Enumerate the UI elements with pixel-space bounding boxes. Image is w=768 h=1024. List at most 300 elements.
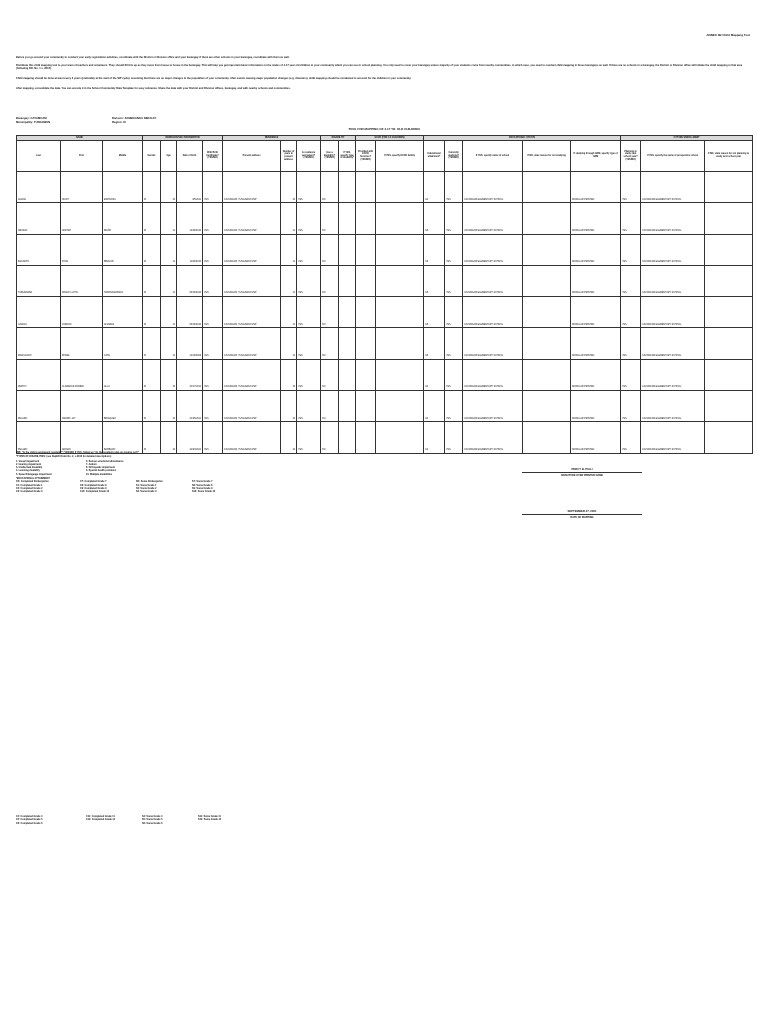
table-cell: G4 [424, 172, 445, 203]
table-row [17, 422, 753, 453]
table-row [17, 265, 753, 296]
column-header-row [17, 141, 753, 172]
table-cell: PELARO [17, 391, 61, 422]
education-column-2 [80, 480, 128, 493]
table-cell: CAYAMCAM, TUNGAWAN ZSP [223, 422, 281, 453]
table-cell: CAYAMCAM ELEMENTARY SCHOOL [641, 172, 705, 203]
table-cell: 4/5/2011 [177, 172, 203, 203]
column-header: If YES, specify type of disability* [339, 141, 356, 172]
table-cell: CAYAMCAM, TUNGAWAN ZSP [223, 203, 281, 234]
table-cell: 01/17/2011 [177, 359, 203, 390]
table-cell [705, 328, 753, 359]
column-header: If YES, specify name of school [463, 141, 523, 172]
table-cell [705, 359, 753, 390]
table-cell: CAYAMCAM ELEMENTARY SCHOOL [463, 265, 523, 296]
column-header: If YES, specify ECCD facility [376, 141, 424, 172]
table-cell: 11 [281, 265, 297, 296]
code-item: S4: Some Grade 4 [142, 815, 163, 818]
column-header: Number of years in present address [281, 141, 297, 172]
table-cell: CAYAMCAM ELEMENTARY SCHOOL [641, 234, 705, 265]
table-cell: ESPINOSA [103, 172, 143, 203]
column-group-header: RESIDENCE [223, 136, 321, 141]
table-cell: JESTER [61, 203, 103, 234]
code-item: C12: Completed Grade 12 [86, 818, 116, 822]
column-header: If NO, state reason for not studying [523, 141, 571, 172]
table-cell [376, 203, 424, 234]
table-cell: M [143, 203, 161, 234]
footer-column-2 [86, 815, 134, 825]
table-cell: 10 [161, 422, 177, 453]
code-item: S5: Some Grade 5 [142, 818, 163, 822]
table-cell [705, 391, 753, 422]
location-meta-right [112, 116, 156, 124]
table-cell [523, 328, 571, 359]
education-codes-list [16, 480, 223, 493]
code-item: 3. Intellectual disability [16, 466, 43, 470]
table-cell: CAYAMCAM ELEMENTARY SCHOOL [463, 328, 523, 359]
table-cell: ALVAREZ [103, 297, 143, 328]
notes-section [16, 451, 223, 494]
table-cell: ALLA [103, 359, 143, 390]
footer-codes-list [16, 815, 229, 825]
barangay-label: Barangay: CAYAMCAM [16, 116, 47, 120]
table-cell: YES [297, 234, 321, 265]
intro-paragraph-4: After mapping, consolidate the data. You can encode it in the School Community Data Template for easy reference. Share the data with your District and Division offices, barangay, and with nearby schools and communities. [16, 87, 291, 90]
column-group-header: DISABILITY [321, 136, 356, 141]
table-cell [339, 359, 356, 390]
date-caption: DATE OF MAPPING [522, 514, 642, 519]
table-cell: YES [445, 265, 463, 296]
table-cell: 10 [161, 359, 177, 390]
table-cell: 10 [281, 422, 297, 453]
code-item: C10: Completed Grade 10 [80, 490, 110, 494]
table-cell: M [143, 172, 161, 203]
table-cell: G5 [424, 203, 445, 234]
table-cell [339, 234, 356, 265]
table-cell: G5 [424, 265, 445, 296]
column-group-header: FUTURE ENROLLMENT [621, 136, 753, 141]
table-cell: CEDRIC JAY [61, 391, 103, 422]
table-cell: CAYAMCAM ELEMENTARY SCHOOL [463, 203, 523, 234]
table-cell: IBAÑO [103, 203, 143, 234]
intro-paragraph-3: Child mapping should be done at least every 3 years (preferably at the start of the SIP cycle), assuming that there are no major changes in the population of your community. After events causing major population changes (e.g. disasters), child mapping should be conducted to account for the children in your community. [16, 77, 412, 80]
tool-title: TOOL FOR MAPPING OF 4-17 YR. OLD CHILDREN [348, 127, 420, 131]
table-cell: CAYAMCAM, TUNGAWAN ZSP [223, 391, 281, 422]
disability-types-title: *TYPES OF DISABILITIES: (see DepED Order No. 2, s.2016 for detailed descriptions) [16, 455, 112, 459]
table-body [17, 172, 753, 454]
table-cell [523, 391, 571, 422]
table-cell: CATE [103, 328, 143, 359]
table-cell [339, 422, 356, 453]
table-cell: YES [621, 328, 641, 359]
table-cell [523, 172, 571, 203]
table-cell: CAYAMCAM ELEMENTARY SCHOOL [463, 359, 523, 390]
annex-label: ANNEX 3B Child Mapping Tool [706, 33, 750, 37]
table-cell: YES [297, 297, 321, 328]
table-cell: CAYAMCAM ELEMENTARY SCHOOL [641, 297, 705, 328]
table-cell: YES [621, 203, 641, 234]
table-row [17, 391, 753, 422]
column-header: First [61, 141, 103, 172]
table-cell [376, 172, 424, 203]
column-header: With Birth Certificate? (YES/NO) [203, 141, 223, 172]
code-item: C1: Completed Grade 1 [16, 483, 43, 487]
code-item: 4. Learning disability [16, 469, 40, 473]
table-cell: 11 [161, 265, 177, 296]
column-header: Has a disability? (YES/NO) [321, 141, 339, 172]
table-cell [705, 203, 753, 234]
table-cell: PELARO [17, 422, 61, 453]
code-item: S1: Some Grade 1 [136, 483, 157, 487]
table-cell: YES [621, 234, 641, 265]
disability-types-list [16, 460, 223, 476]
table-cell [356, 297, 376, 328]
code-item: 6. Serious emotional disturbance [86, 459, 124, 463]
table-cell: CAYAMCAM ELEMENTARY SCHOOL [463, 172, 523, 203]
table-cell [339, 297, 356, 328]
table-cell [376, 234, 424, 265]
table-cell: NOAH [61, 172, 103, 203]
code-item: S8: Some Grade 8 [192, 483, 213, 487]
table-cell: RYAN [61, 234, 103, 265]
signatory-caption: SIGNATURE OVER PRINTED NAME [522, 472, 642, 477]
table-cell: YES [203, 359, 223, 390]
table-cell: YES [297, 172, 321, 203]
table-cell [523, 234, 571, 265]
education-column-1 [16, 480, 72, 493]
column-header: If studying through ADM, specify type of ADM [571, 141, 621, 172]
column-header: If NO, state reason for not planning to study next school year [705, 141, 753, 172]
column-header: Provided with ECCD Services? (YES/NO) [356, 141, 376, 172]
table-cell [339, 172, 356, 203]
table-cell: CAYAMCAM, TUNGAWAN ZSP [223, 328, 281, 359]
code-item: 9. Special health problems [86, 469, 117, 473]
municipality-label: Municipality: TUNGAWAN [16, 120, 51, 124]
table-cell: M [143, 359, 161, 390]
table-cell: MODULAR PRINTED [571, 172, 621, 203]
table-cell: MODULAR PRINTED [571, 328, 621, 359]
table-cell: YES [621, 297, 641, 328]
table-cell: M [143, 265, 161, 296]
column-group-header: DEMOGRAPHIC INFORMATION [143, 136, 223, 141]
table-cell: CAYAMCAM, TUNGAWAN ZSP [223, 297, 281, 328]
code-item: SK: Some Kindergarten [136, 480, 163, 484]
code-item: C8: Completed Grade 8 [80, 483, 107, 487]
child-mapping-table [16, 135, 753, 454]
table-cell: YES [203, 297, 223, 328]
table-cell: YES [203, 265, 223, 296]
table-cell: 11 [281, 203, 297, 234]
code-item: S11: Some Grade 11 [198, 815, 221, 818]
code-item: CK: Completed Kindergarten [16, 480, 49, 484]
table-cell [376, 359, 424, 390]
table-cell: YES [445, 203, 463, 234]
table-cell: CAYAMCAM ELEMENTARY SCHOOL [463, 234, 523, 265]
table-cell: 11 [161, 203, 177, 234]
date-block [522, 509, 642, 519]
table-cell: 11 [161, 297, 177, 328]
code-item: C5: Completed Grade 5 [16, 818, 43, 822]
table-cell: YES [297, 203, 321, 234]
table-cell: RONEL [61, 328, 103, 359]
table-cell: MODULAR PRINTED [571, 203, 621, 234]
table-cell: ABASAN [17, 203, 61, 234]
table-cell [705, 297, 753, 328]
table-cell: BACARTO [17, 234, 61, 265]
table-cell: CAYAMCAM ELEMENTARY SCHOOL [463, 391, 523, 422]
table-cell: 09/16/2010 [177, 297, 203, 328]
table-cell: NO [321, 422, 339, 453]
table-cell: NO [321, 265, 339, 296]
code-item: C9: Completed Grade 9 [80, 486, 107, 490]
resident-note: *NB: "Is the child a permanent resident?" (YES/NO) If YES, follow up "do the residents plan on moving out?" [16, 451, 140, 454]
table-cell: M [143, 422, 161, 453]
table-cell: CAYAMCAM ELEMENTARY SCHOOL [641, 328, 705, 359]
table-cell: CAYAMCAM ELEMENTARY SCHOOL [463, 297, 523, 328]
table-cell: M [143, 328, 161, 359]
table-cell: YES [445, 328, 463, 359]
disability-column-1 [16, 460, 78, 476]
table-cell: BIRAQUEZ [103, 391, 143, 422]
table-cell: NO [321, 391, 339, 422]
table-cell: 10 [161, 391, 177, 422]
table-cell: CAYAMCAM, TUNGAWAN ZSP [223, 359, 281, 390]
table-cell: G5 [424, 297, 445, 328]
table-cell [356, 234, 376, 265]
table-cell [523, 203, 571, 234]
column-header: If YES, specify the name of prospective school [641, 141, 705, 172]
table-cell: YES [445, 422, 463, 453]
table-row [17, 359, 753, 390]
column-header: Currently studying? (YES/NO) [445, 141, 463, 172]
table-cell: CAYAMCAM ELEMENTARY SCHOOL [641, 203, 705, 234]
table-cell: 11/25/2010 [177, 234, 203, 265]
footer-codes [16, 815, 229, 825]
division-label: Division: ZAMBOANGA SIBUGAY [112, 116, 157, 120]
table-cell: YES [445, 172, 463, 203]
table-cell: 12 [161, 328, 177, 359]
signatory-name: PERCY B. PIALI [571, 467, 593, 471]
table-cell: CLARENCE ROMER [61, 359, 103, 390]
code-item: C4: Completed Grade 4 [16, 815, 43, 818]
table-cell [339, 203, 356, 234]
table-cell: MODULAR PRINTED [571, 234, 621, 265]
table-cell [356, 203, 376, 234]
mapping-date: SEPTEMBER 27, 2021 [567, 509, 597, 513]
education-title: *EDUCATIONAL ATTAINMENT [16, 477, 50, 481]
table-cell: YES [203, 172, 223, 203]
column-group-header: EDUCATIONAL STATUS [424, 136, 621, 141]
table-row [17, 234, 753, 265]
code-item: S7: Some Grade 7 [192, 480, 213, 484]
code-item: C3: Completed Grade 3 [16, 490, 43, 494]
code-item: 2. Hearing impairment [16, 462, 42, 466]
table-cell [705, 265, 753, 296]
table-cell: 01/25/2011 [177, 391, 203, 422]
table-cell: G4 [424, 422, 445, 453]
table-cell: CAYAMCAM ELEMENTARY SCHOOL [641, 359, 705, 390]
code-item: S12: Some Grade 12 [198, 818, 222, 822]
table-cell: 12 [281, 328, 297, 359]
footer-column-4 [198, 815, 221, 825]
table-cell: CAYAMCAM ELEMENTARY SCHOOL [641, 391, 705, 422]
table-cell [705, 172, 753, 203]
table-cell: NO [321, 328, 339, 359]
table-cell: CAYAMCAM ELEMENTARY SCHOOL [641, 422, 705, 453]
code-item: C11: Completed Grade 11 [86, 815, 115, 818]
table-cell: 12/28/2010 [177, 203, 203, 234]
table-cell: CAYAMCAM, TUNGAWAN ZSP [223, 234, 281, 265]
table-cell [339, 265, 356, 296]
table-cell: YES [621, 359, 641, 390]
table-cell: NO [321, 203, 339, 234]
table-cell: MODULAR PRINTED [571, 422, 621, 453]
table-cell [523, 265, 571, 296]
table-cell: HABANANDPANG [103, 265, 143, 296]
region-label: Region: IX [112, 120, 126, 124]
table-cell: 09/16/2010 [177, 265, 203, 296]
table-cell: ADRIAN [61, 422, 103, 453]
table-row [17, 172, 753, 203]
table-cell: G4 [424, 391, 445, 422]
column-header: Present address [223, 141, 281, 172]
table-cell: MODULAR PRINTED [571, 359, 621, 390]
intro-paragraph-2: Distribute this child mapping tool to your team of teachers and volunteers. They should fill this up as they move from house to house in the barangay. This will help you get important basic information on the status of 4-17 year old children in your community which you can use in school planning. You only need to cover your barangay unless majority of your students come from nearby communities, in which case, you need to conduct child mapping in those barangays as well. If there are no schools in a barangay, the District or Division office will initiate the child mapping in that area (following DO. No. 1 s. 2015). [16, 64, 743, 71]
education-column-3 [136, 480, 184, 493]
table-cell: YES [621, 422, 641, 453]
column-header: Planning to study next school year? (YES/NO) [621, 141, 641, 172]
table-row [17, 297, 753, 328]
table-cell: 11 [281, 234, 297, 265]
table-cell: M [143, 234, 161, 265]
table-cell: G5 [424, 234, 445, 265]
table-cell: FRANK LLOYD [61, 265, 103, 296]
table-cell: YES [445, 297, 463, 328]
table-cell: YES [203, 391, 223, 422]
footer-column-3 [142, 815, 190, 825]
table-cell: YES [297, 328, 321, 359]
table-cell: 11 [281, 297, 297, 328]
table-cell: BIBALOP [103, 234, 143, 265]
column-header: Age [161, 141, 177, 172]
table-cell [376, 391, 424, 422]
table-cell: 10 [161, 172, 177, 203]
column-group-header: NAME [17, 136, 143, 141]
table-cell: PEPITO [17, 359, 61, 390]
table-cell [376, 328, 424, 359]
table-cell: YES [445, 391, 463, 422]
table-cell: 02/23/2011 [177, 422, 203, 453]
table-cell: 10 [281, 359, 297, 390]
table-cell: 12/19/2009 [177, 328, 203, 359]
table-cell [339, 391, 356, 422]
table-cell: 10 [281, 172, 297, 203]
table-cell [523, 359, 571, 390]
column-header: Is residence permanent? (YES/NO) [297, 141, 321, 172]
code-item: 7. Autism [86, 462, 97, 466]
table-cell [523, 422, 571, 453]
table-cell [356, 359, 376, 390]
table-row [17, 203, 753, 234]
education-column-4 [192, 480, 215, 493]
table-cell [705, 234, 753, 265]
table-cell: NO [321, 172, 339, 203]
table-cell: YES [297, 422, 321, 453]
column-group-header: ECCD (FOR 4-6 CHILDREN) [356, 136, 424, 141]
table-cell: YES [203, 203, 223, 234]
code-item: S10: Some Grade 10 [192, 490, 216, 494]
code-item: 1. Visual impairment [16, 459, 40, 463]
table-cell: CAYAMCAM ELEMENTARY SCHOOL [641, 265, 705, 296]
table-cell [339, 328, 356, 359]
code-item: S9: Some Grade 9 [192, 486, 213, 490]
table-cell: CAYAMCAM, TUNGAWAN ZSP [223, 172, 281, 203]
table-cell: YES [297, 265, 321, 296]
code-item: C2: Completed Grade 2 [16, 486, 43, 490]
table-cell [356, 265, 376, 296]
table-cell: M [143, 297, 161, 328]
table-cell: YES [297, 359, 321, 390]
table-cell: NO [321, 359, 339, 390]
table-cell [376, 297, 424, 328]
column-header: Last [17, 141, 61, 172]
table-cell: MODULAR PRINTED [571, 391, 621, 422]
code-item: C7: Completed Grade 7 [80, 480, 107, 484]
location-meta-left [16, 116, 50, 124]
column-header: Middle [103, 141, 143, 172]
table-cell [523, 297, 571, 328]
table-cell: TUBURANBA [17, 265, 61, 296]
code-item: C6: Completed Grade 6 [16, 821, 43, 825]
table-cell: M [143, 391, 161, 422]
table-cell [705, 422, 753, 453]
signature-block [522, 467, 642, 477]
table-cell: YES [621, 391, 641, 422]
intro-paragraph-1: Before you go around your community to conduct your early registration activities, coordinate with the District or Division office and your barangay. If there are other schools in your barangay, coordinate with them as well. [16, 56, 290, 59]
table-cell: MODULAR PRINTED [571, 297, 621, 328]
table-cell: YES [203, 234, 223, 265]
table-cell [356, 422, 376, 453]
table-cell [376, 265, 424, 296]
table-cell: 11 [161, 234, 177, 265]
table-cell [356, 172, 376, 203]
table-cell [356, 391, 376, 422]
code-item: 8. Orthopedic impairment [86, 466, 115, 470]
table-cell: BARBANO [103, 422, 143, 453]
table-cell: MODULAR PRINTED [571, 265, 621, 296]
code-item: 10. Multiple disabilities [86, 472, 113, 476]
disability-column-2 [86, 460, 124, 476]
table-cell: GARCIA [17, 297, 61, 328]
table-cell: YES [203, 422, 223, 453]
table-cell: G5 [424, 328, 445, 359]
column-header: Date of birth [177, 141, 203, 172]
table-cell: YES [621, 265, 641, 296]
column-header: Educational attainment* [424, 141, 445, 172]
table-cell: YES [445, 234, 463, 265]
table-cell: G4 [424, 359, 445, 390]
code-item: S2: Some Grade 2 [136, 486, 157, 490]
table-cell: YES [445, 359, 463, 390]
table-cell: 10 [281, 391, 297, 422]
table-cell [356, 328, 376, 359]
table-cell: YES [203, 328, 223, 359]
code-item: S3: Some Grade 3 [136, 490, 157, 494]
table-cell: NO [321, 297, 339, 328]
table-cell: ACENA [17, 172, 61, 203]
table-cell: YES [621, 172, 641, 203]
table-cell: NO [321, 234, 339, 265]
